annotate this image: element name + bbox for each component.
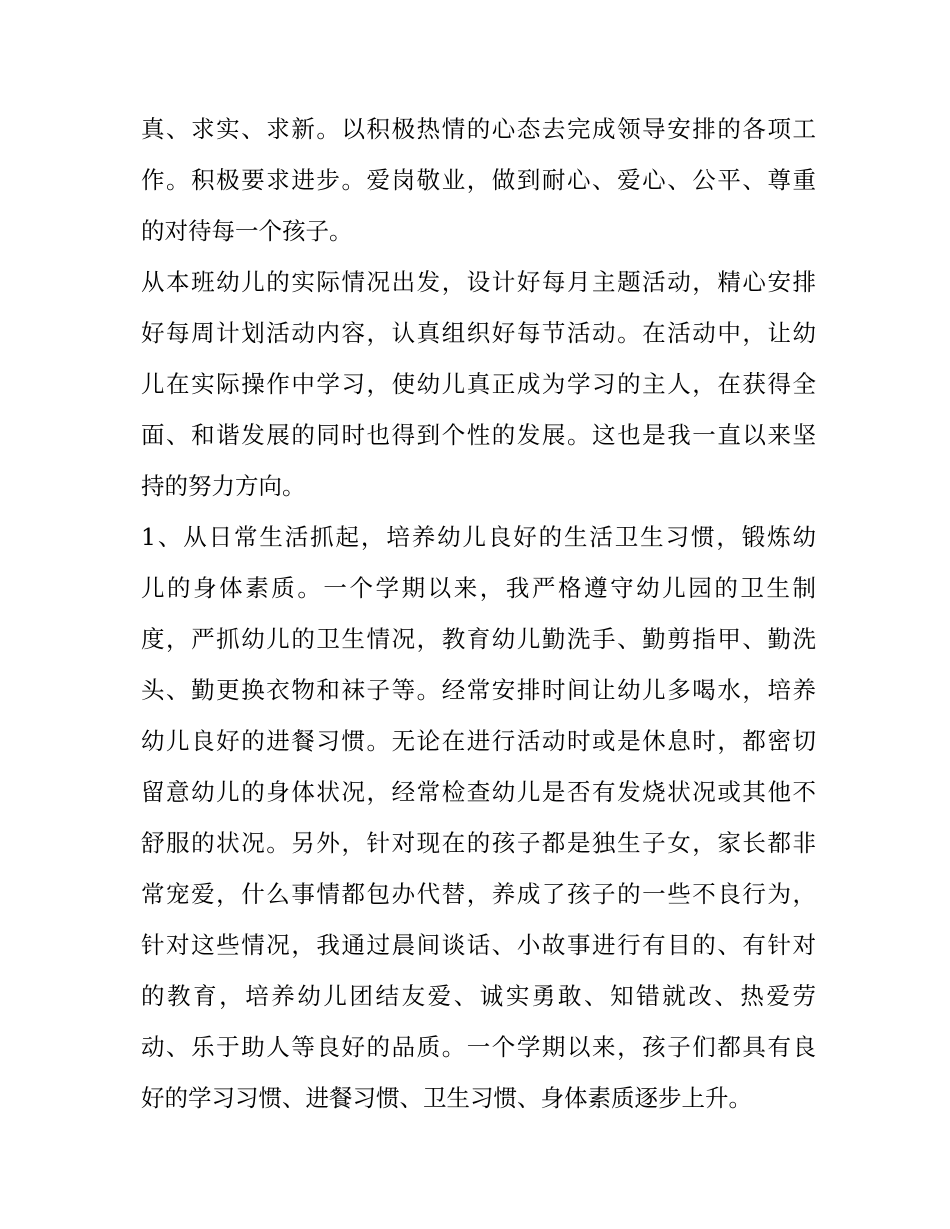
paragraph-daily-life-habits (141, 512, 816, 1124)
text-line: 的教育，培养幼儿团结友爱、诚实勇敢、知错就改、热爱劳 (141, 982, 816, 1010)
text-line: 好每周计划活动内容，认真组织好每节活动。在活动中，让幼 (141, 319, 816, 347)
text-line: 从本班幼儿的实际情况出发，设计好每月主题活动，精心安排 (141, 268, 816, 296)
text-line: 的对待每一个孩子。 (141, 217, 353, 245)
text-line: 好的学习习惯、进餐习惯、卫生习惯、身体素质逐步上升。 (141, 1084, 752, 1112)
text-line: 持的努力方向。 (141, 472, 306, 500)
text-line: 留意幼儿的身体状况，经常检查幼儿是否有发烧状况或其他不 (141, 778, 816, 806)
text-line: 幼儿良好的进餐习惯。无论在进行活动时或是休息时，都密切 (141, 727, 816, 755)
text-line: 常宠爱，什么事情都包办代替，养成了孩子的一些不良行为， (141, 880, 816, 908)
text-line: 面、和谐发展的同时也得到个性的发展。这也是我一直以来坚 (141, 421, 816, 449)
text-line: 作。积极要求进步。爱岗敬业，做到耐心、爱心、公平、尊重 (141, 166, 816, 194)
text-line: 真、求实、求新。以积极热情的心态去完成领导安排的各项工 (141, 115, 816, 143)
paragraph-teaching-activities (141, 257, 816, 512)
text-line: 针对这些情况，我通过晨间谈话、小故事进行有目的、有针对 (141, 931, 816, 959)
text-line: 度，严抓幼儿的卫生情况，教育幼儿勤洗手、勤剪指甲、勤洗 (141, 625, 816, 653)
text-line: 1、从日常生活抓起，培养幼儿良好的生活卫生习惯，锻炼幼 (141, 523, 816, 551)
text-line: 头、勤更换衣物和袜子等。经常安排时间让幼儿多喝水，培养 (141, 676, 816, 704)
text-line: 儿的身体素质。一个学期以来，我严格遵守幼儿园的卫生制 (141, 574, 816, 602)
text-line: 动、乐于助人等良好的品质。一个学期以来，孩子们都具有良 (141, 1033, 816, 1061)
text-line: 儿在实际操作中学习，使幼儿真正成为学习的主人，在获得全 (141, 370, 816, 398)
paragraph-work-attitude (141, 104, 816, 257)
text-line: 舒服的状况。另外，针对现在的孩子都是独生子女，家长都非 (141, 829, 816, 857)
